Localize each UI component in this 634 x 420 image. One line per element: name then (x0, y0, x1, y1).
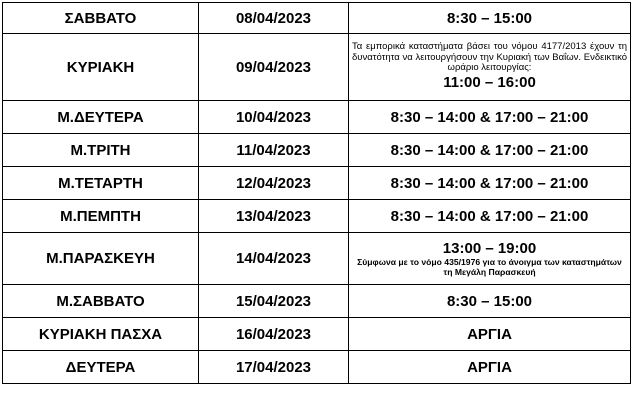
holiday-hours-table (2, 2, 631, 384)
hours-cell: 8:30 – 14:00 & 17:00 – 21:00 (349, 200, 631, 233)
date-cell: 15/04/2023 (199, 285, 349, 318)
day-cell: Μ.ΠΑΡΑΣΚΕΥΗ (3, 233, 199, 285)
hours-note: Σύμφωνα με το νόμο 435/1976 για το άνοιγμα των καταστημάτων τη Μεγάλη Παρασκευή (357, 257, 622, 277)
day-cell: Μ.ΤΡΙΤΗ (3, 134, 199, 167)
table-row (3, 285, 631, 318)
day-cell: ΚΥΡΙΑΚΗ (3, 34, 199, 101)
date-cell: 12/04/2023 (199, 167, 349, 200)
table-row (3, 3, 631, 34)
hours-value: 13:00 – 19:00 (442, 240, 537, 257)
day-cell: ΔΕΥΤΕΡΑ (3, 351, 199, 384)
day-cell: Μ.ΣΑΒΒΑΤΟ (3, 285, 199, 318)
day-cell: Μ.ΔΕΥΤΕΡΑ (3, 101, 199, 134)
table-row (3, 167, 631, 200)
hours-value: 11:00 – 16:00 (443, 73, 536, 91)
hours-cell: 8:30 – 15:00 (349, 285, 631, 318)
date-cell: 14/04/2023 (199, 233, 349, 285)
day-cell: ΣΑΒΒΑΤΟ (3, 3, 199, 34)
hours-cell: 8:30 – 14:00 & 17:00 – 21:00 (349, 101, 631, 134)
day-cell: ΚΥΡΙΑΚΗ ΠΑΣΧΑ (3, 318, 199, 351)
table-row (3, 101, 631, 134)
date-cell: 13/04/2023 (199, 200, 349, 233)
date-cell: 11/04/2023 (199, 134, 349, 167)
date-cell: 16/04/2023 (199, 318, 349, 351)
table-row (3, 233, 631, 285)
hours-note: Τα εμπορικά καταστήματα βάσει του νόμου 4177/2013 έχουν τη δυνατότητα να λειτουργήσουν την Κυριακή των Βαΐων. Ενδεικτικό ωράριο λειτουργίας: (352, 41, 627, 74)
hours-cell (349, 34, 631, 101)
hours-cell: 8:30 – 15:00 (349, 3, 631, 34)
day-cell: Μ.ΤΕΤΑΡΤΗ (3, 167, 199, 200)
table-row (3, 34, 631, 101)
hours-cell: 8:30 – 14:00 & 17:00 – 21:00 (349, 167, 631, 200)
date-cell: 09/04/2023 (199, 34, 349, 101)
date-cell: 17/04/2023 (199, 351, 349, 384)
date-cell: 08/04/2023 (199, 3, 349, 34)
hours-cell: ΑΡΓΙΑ (349, 318, 631, 351)
hours-cell (349, 233, 631, 285)
table-row (3, 200, 631, 233)
table-row (3, 351, 631, 384)
table-row (3, 134, 631, 167)
hours-cell: 8:30 – 14:00 & 17:00 – 21:00 (349, 134, 631, 167)
hours-cell: ΑΡΓΙΑ (349, 351, 631, 384)
table-row (3, 318, 631, 351)
date-cell: 10/04/2023 (199, 101, 349, 134)
day-cell: Μ.ΠΕΜΠΤΗ (3, 200, 199, 233)
